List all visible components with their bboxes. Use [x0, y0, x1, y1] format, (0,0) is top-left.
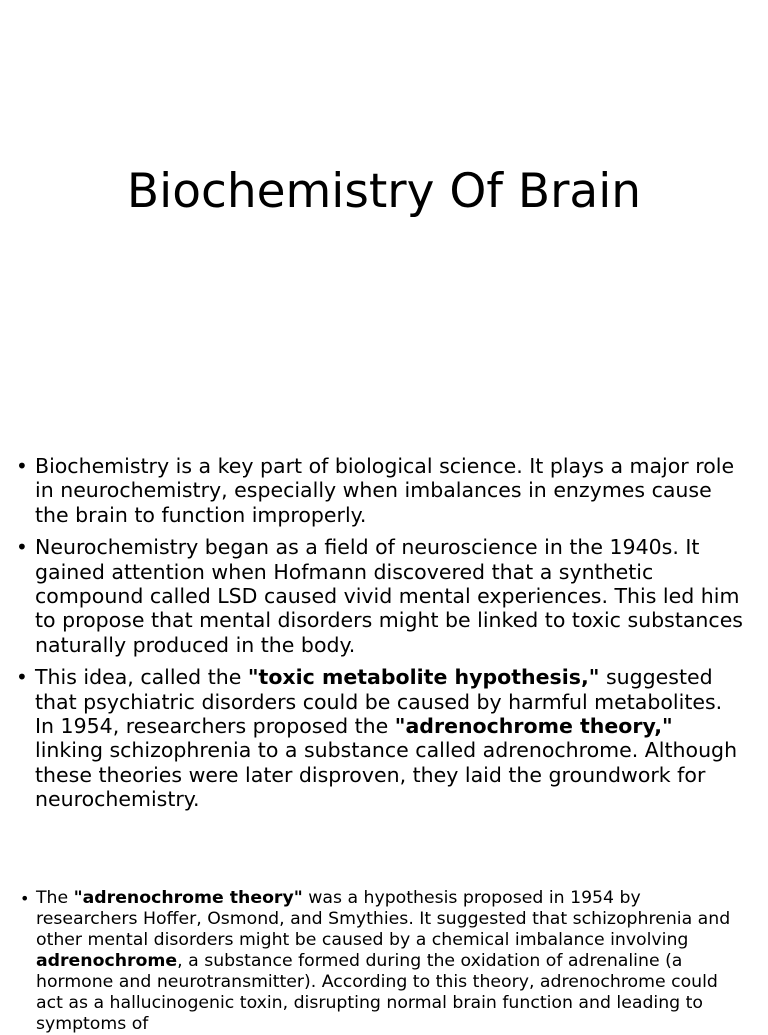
bold-term: "adrenochrome theory,"	[394, 714, 673, 739]
page-title: Biochemistry Of Brain	[126, 164, 642, 219]
bullet-text: Biochemistry is a key part of biological science. It plays a major role in neurochemistry, especially when imbalances in enzymes cause the brain to function improperly.	[35, 454, 735, 527]
bullet-item	[16, 665, 746, 811]
bullet-item	[16, 535, 746, 657]
bottom-bullet-list	[20, 888, 740, 1035]
bullet-icon: •	[16, 454, 28, 478]
bullet-text: was a hypothesis proposed in 1954 by researchers Hoffer, Osmond, and Smythies. It suggested that schizophrenia and other mental disorders might be caused by a chemical imbalance involving	[36, 888, 731, 950]
bullet-item	[16, 454, 746, 527]
bold-term: adrenochrome	[36, 951, 178, 971]
bold-term: "toxic metabolite hypothesis,"	[247, 665, 600, 690]
bold-term: "adrenochrome theory"	[73, 888, 303, 908]
bullet-item	[20, 888, 740, 1035]
bullet-text: The	[36, 888, 74, 908]
bullet-text: This idea, called the	[35, 665, 248, 690]
bullet-text: suggested that psychiatric disorders could be caused by harmful metabolites. In 1954, researchers proposed the	[35, 665, 723, 739]
bullet-text: Neurochemistry began as a field of neuroscience in the 1940s. It gained attention when Hofmann discovered that a synthetic compound called LSD caused vivid mental experiences. This led him to propose that mental disorders might be linked to toxic substances naturally produced in the body.	[35, 535, 743, 657]
bullet-icon: •	[16, 665, 28, 690]
bullet-icon: •	[16, 535, 28, 560]
bullet-text: linking schizophrenia to a substance called adrenochrome. Although these theories were later disproven, they laid the groundwork for neurochemistry.	[35, 738, 738, 812]
bullet-icon: •	[20, 889, 30, 908]
bullet-text: , a substance formed during the oxidation of adrenaline (a hormone and neurotransmitter). According to this theory, adrenochrome could act as a hallucinogenic toxin, disrupting normal brain function and leading to symptoms of	[36, 951, 718, 1034]
bullet-list	[16, 454, 746, 820]
